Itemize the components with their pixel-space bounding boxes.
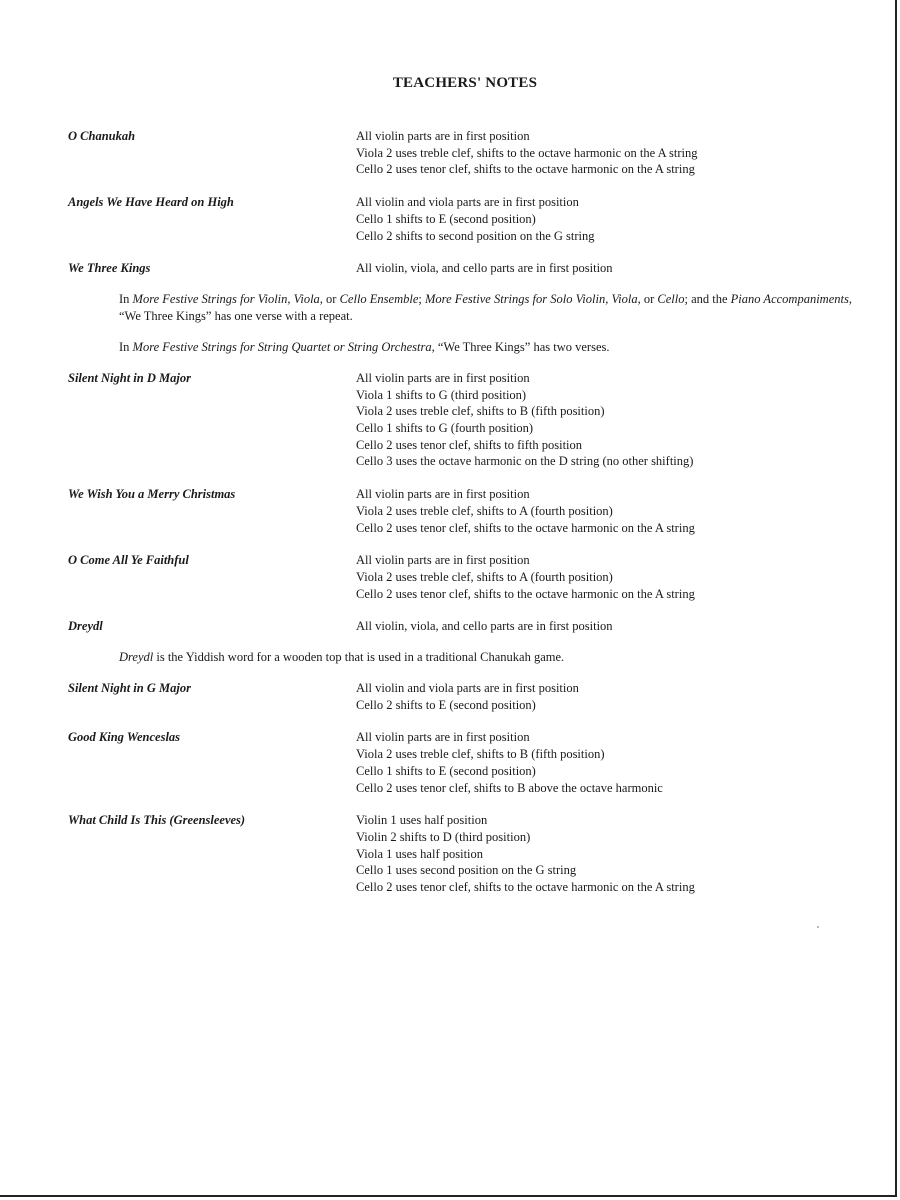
song-entry-what-child-is-this — [68, 812, 858, 896]
note-line: All violin and viola parts are in first position — [356, 195, 579, 210]
song-title: O Come All Ye Faithful — [68, 553, 189, 568]
note-line: Viola 2 uses treble clef, shifts to B (fifth position) — [356, 747, 605, 762]
note-line: All violin parts are in first position — [356, 553, 530, 568]
dreydl-word: Dreydl — [119, 650, 154, 665]
song-notes — [356, 128, 858, 178]
notes-content — [68, 128, 858, 896]
song-notes — [356, 260, 858, 277]
note-line: Cello 1 shifts to E (second position) — [356, 763, 536, 778]
song-title: We Three Kings — [68, 261, 151, 276]
paragraph-text: ; — [418, 291, 426, 306]
song-entry-o-come-all-ye-faithful — [68, 552, 858, 602]
note-line: Cello 2 shifts to E (second position) — [356, 697, 536, 712]
book-title: Cello — [657, 291, 685, 306]
note-line: Viola 1 uses half position — [356, 846, 484, 861]
song-title: We Wish You a Merry Christmas — [68, 487, 236, 502]
song-entry-good-king-wenceslas — [68, 729, 858, 796]
note-line: Cello 2 uses tenor clef, shifts to the octave harmonic on the A string — [356, 520, 695, 535]
song-title: O Chanukah — [68, 129, 136, 143]
paragraph-text: ; and the — [684, 291, 731, 306]
note-line: Viola 2 uses treble clef, shifts to B (fifth position) — [356, 404, 605, 419]
we-three-kings-paragraph-2 — [119, 339, 854, 356]
song-notes — [356, 729, 858, 796]
book-title: More Festive Strings for String Quartet or String Orchestra — [132, 339, 432, 354]
note-line: Viola 2 uses treble clef, shifts to the octave harmonic on the A string — [356, 145, 698, 160]
song-notes — [356, 618, 858, 635]
song-title: Good King Wenceslas — [68, 730, 181, 745]
note-line: Cello 2 uses tenor clef, shifts to the octave harmonic on the A string — [356, 162, 695, 177]
note-line: Cello 2 shifts to second position on the G string — [356, 228, 595, 243]
note-line: Cello 1 uses second position on the G string — [356, 863, 577, 878]
song-entry-silent-night-g-major — [68, 680, 858, 713]
note-line: Violin 1 uses half position — [356, 813, 488, 828]
book-title: Piano Accompaniments — [730, 291, 849, 306]
paragraph-text: , “We Three Kings” has two verses. — [431, 339, 610, 354]
note-line: All violin, viola, and cello parts are in first position — [356, 619, 613, 634]
book-title: Cello Ensemble — [339, 291, 419, 306]
song-notes — [356, 486, 858, 536]
scan-speck — [817, 926, 819, 928]
note-line: Viola 1 shifts to G (third position) — [356, 387, 527, 402]
note-line: All violin and viola parts are in first position — [356, 681, 579, 696]
note-line: Cello 3 uses the octave harmonic on the D string (no other shifting) — [356, 454, 694, 469]
paragraph-text: is the Yiddish word for a wooden top that is used in a traditional Chanukah game. — [153, 650, 565, 665]
note-line: All violin parts are in first position — [356, 129, 530, 143]
note-line: Cello 1 shifts to G (fourth position) — [356, 421, 534, 436]
song-title: Silent Night in D Major — [68, 370, 191, 385]
note-line: All violin parts are in first position — [356, 487, 530, 502]
dreydl-paragraph — [119, 649, 854, 666]
note-line: All violin parts are in first position — [356, 370, 530, 385]
book-title: More Festive Strings for Violin, Viola, — [132, 291, 323, 306]
song-entry-angels-we-have-heard-on-high — [68, 194, 858, 244]
note-line: All violin, viola, and cello parts are in first position — [356, 261, 613, 276]
page-title: TEACHERS' NOTES — [392, 75, 538, 91]
song-entry-we-wish-you-a-merry-christmas — [68, 486, 858, 536]
song-notes — [356, 552, 858, 602]
song-title: Angels We Have Heard on High — [68, 195, 234, 210]
note-line: Viola 2 uses treble clef, shifts to A (fourth position) — [356, 503, 613, 518]
song-notes — [356, 370, 858, 470]
song-notes — [356, 680, 858, 713]
song-title: Dreydl — [68, 619, 103, 634]
song-entry-o-chanukah — [68, 128, 858, 178]
we-three-kings-paragraph-1 — [119, 291, 854, 325]
paragraph-text: or — [322, 291, 340, 306]
song-title: Silent Night in G Major — [68, 681, 191, 696]
note-line: Viola 2 uses treble clef, shifts to A (fourth position) — [356, 569, 613, 584]
note-line: Cello 2 uses tenor clef, shifts to B above the octave harmonic — [356, 780, 663, 795]
song-notes — [356, 194, 858, 244]
song-entry-we-three-kings — [68, 260, 858, 277]
song-entry-dreydl — [68, 618, 858, 635]
book-title: More Festive Strings for Solo Violin, Viola, — [425, 291, 641, 306]
note-line: All violin parts are in first position — [356, 730, 530, 745]
note-line: Cello 2 uses tenor clef, shifts to the octave harmonic on the A string — [356, 586, 695, 601]
song-title: What Child Is This (Greensleeves) — [68, 813, 246, 828]
note-line: Cello 2 uses tenor clef, shifts to the octave harmonic on the A string — [356, 880, 695, 895]
paragraph-text: In — [119, 291, 133, 306]
paragraph-text: , “We Three Kings” has one verse with a repeat. — [119, 291, 852, 323]
song-notes — [356, 812, 858, 896]
song-entry-silent-night-d-major — [68, 370, 858, 470]
paragraph-text: In — [119, 339, 133, 354]
note-line: Violin 2 shifts to D (third position) — [356, 829, 531, 844]
paragraph-text: or — [640, 291, 658, 306]
note-line: Cello 1 shifts to E (second position) — [356, 211, 536, 226]
note-line: Cello 2 uses tenor clef, shifts to fifth position — [356, 437, 583, 452]
